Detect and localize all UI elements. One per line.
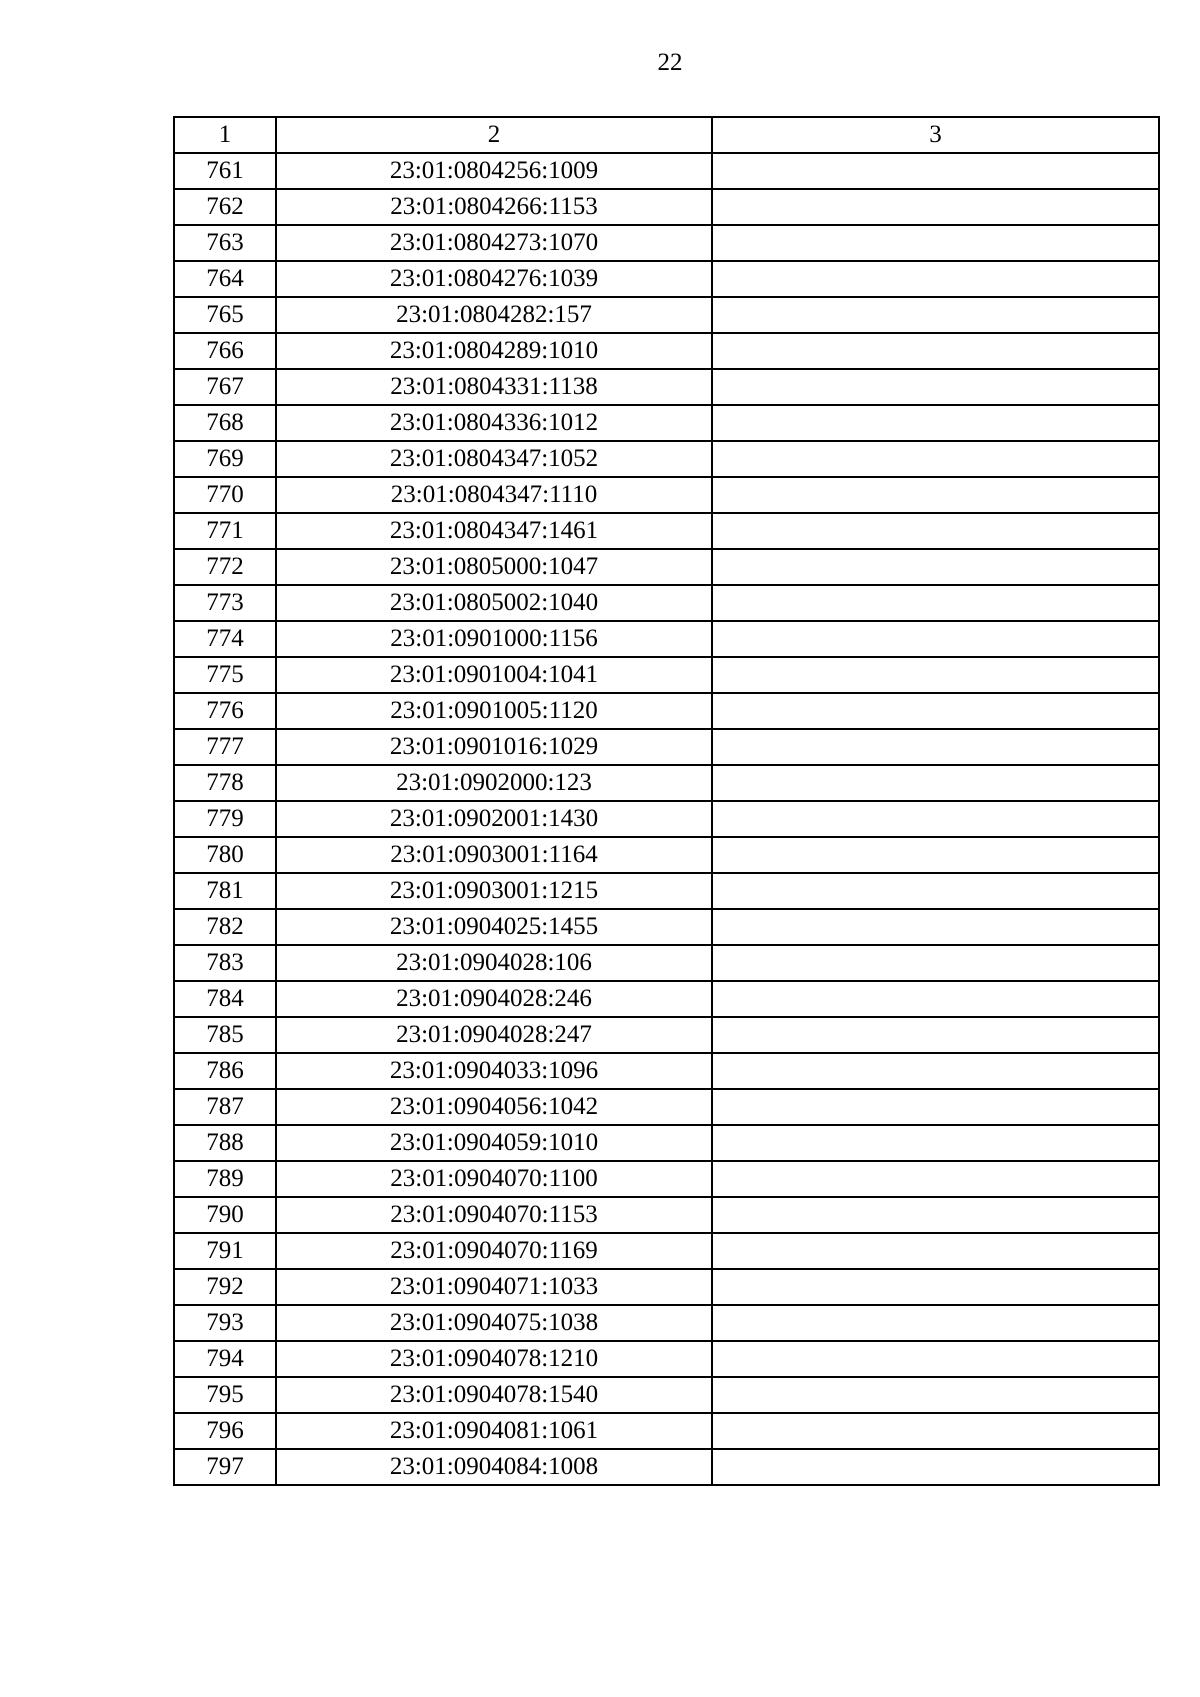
- table-row: [174, 1413, 1159, 1449]
- notes-cell: [712, 189, 1159, 225]
- row-number-cell: 775: [174, 657, 276, 693]
- row-number-cell: 789: [174, 1161, 276, 1197]
- notes-cell: [712, 1269, 1159, 1305]
- cadastral-number-cell: 23:01:0804347:1461: [276, 513, 712, 549]
- notes-cell: [712, 945, 1159, 981]
- table-row: [174, 1305, 1159, 1341]
- cadastral-number-cell: 23:01:0904059:1010: [276, 1125, 712, 1161]
- table-row: [174, 765, 1159, 801]
- notes-cell: [712, 333, 1159, 369]
- table-row: [174, 189, 1159, 225]
- cadastral-number-cell: 23:01:0904078:1210: [276, 1341, 712, 1377]
- table-row: [174, 1053, 1159, 1089]
- page-number: 22: [657, 49, 683, 76]
- notes-cell: [712, 657, 1159, 693]
- row-number-cell: 770: [174, 477, 276, 513]
- cadastral-number-cell: 23:01:0904028:246: [276, 981, 712, 1017]
- row-number-cell: 778: [174, 765, 276, 801]
- notes-cell: [712, 1377, 1159, 1413]
- cadastral-number-cell: 23:01:0805002:1040: [276, 585, 712, 621]
- row-number-cell: 797: [174, 1449, 276, 1485]
- notes-cell: [712, 1305, 1159, 1341]
- row-number-cell: 783: [174, 945, 276, 981]
- notes-cell: [712, 729, 1159, 765]
- cadastral-number-cell: 23:01:0902000:123: [276, 765, 712, 801]
- table-row: [174, 405, 1159, 441]
- cadastral-number-cell: 23:01:0904081:1061: [276, 1413, 712, 1449]
- cadastral-number-cell: 23:01:0804289:1010: [276, 333, 712, 369]
- notes-cell: [712, 693, 1159, 729]
- row-number-cell: 766: [174, 333, 276, 369]
- row-number-cell: 780: [174, 837, 276, 873]
- cadastral-number-cell: 23:01:0902001:1430: [276, 801, 712, 837]
- table-row: [174, 1017, 1159, 1053]
- row-number-cell: 764: [174, 261, 276, 297]
- notes-cell: [712, 1449, 1159, 1485]
- notes-cell: [712, 837, 1159, 873]
- cadastral-number-cell: 23:01:0804331:1138: [276, 369, 712, 405]
- cadastral-number-cell: 23:01:0904056:1042: [276, 1089, 712, 1125]
- notes-cell: [712, 1233, 1159, 1269]
- table-row: [174, 1125, 1159, 1161]
- row-number-cell: 782: [174, 909, 276, 945]
- cadastral-number-cell: 23:01:0904033:1096: [276, 1053, 712, 1089]
- cadastral-number-cell: 23:01:0904025:1455: [276, 909, 712, 945]
- notes-cell: [712, 765, 1159, 801]
- table-header-row: [174, 117, 1159, 153]
- cadastral-number-cell: 23:01:0901000:1156: [276, 621, 712, 657]
- cadastral-number-cell: 23:01:0904070:1169: [276, 1233, 712, 1269]
- cadastral-number-cell: 23:01:0903001:1164: [276, 837, 712, 873]
- table-row: [174, 1197, 1159, 1233]
- cadastral-number-cell: 23:01:0904075:1038: [276, 1305, 712, 1341]
- table-row: [174, 225, 1159, 261]
- cadastral-number-cell: 23:01:0804347:1110: [276, 477, 712, 513]
- row-number-cell: 761: [174, 153, 276, 189]
- table-row: [174, 1341, 1159, 1377]
- table-row: [174, 801, 1159, 837]
- table-row: [174, 729, 1159, 765]
- row-number-cell: 787: [174, 1089, 276, 1125]
- cadastral-table: [173, 116, 1160, 1486]
- table-row: [174, 1269, 1159, 1305]
- table-body: [174, 117, 1159, 1485]
- row-number-cell: 772: [174, 549, 276, 585]
- cadastral-number-cell: 23:01:0904078:1540: [276, 1377, 712, 1413]
- header-cell-col-3: 3: [712, 117, 1159, 153]
- table-row: [174, 1449, 1159, 1485]
- cadastral-number-cell: 23:01:0804273:1070: [276, 225, 712, 261]
- cadastral-number-cell: 23:01:0804256:1009: [276, 153, 712, 189]
- notes-cell: [712, 1053, 1159, 1089]
- row-number-cell: 791: [174, 1233, 276, 1269]
- table-row: [174, 297, 1159, 333]
- cadastral-number-cell: 23:01:0901016:1029: [276, 729, 712, 765]
- notes-cell: [712, 1197, 1159, 1233]
- table-row: [174, 261, 1159, 297]
- cadastral-number-cell: 23:01:0904084:1008: [276, 1449, 712, 1485]
- row-number-cell: 779: [174, 801, 276, 837]
- table-row: [174, 1233, 1159, 1269]
- row-number-cell: 795: [174, 1377, 276, 1413]
- notes-cell: [712, 441, 1159, 477]
- row-number-cell: 781: [174, 873, 276, 909]
- cadastral-number-cell: 23:01:0804266:1153: [276, 189, 712, 225]
- notes-cell: [712, 513, 1159, 549]
- notes-cell: [712, 873, 1159, 909]
- table-row: [174, 693, 1159, 729]
- notes-cell: [712, 909, 1159, 945]
- cadastral-number-cell: 23:01:0904070:1153: [276, 1197, 712, 1233]
- table-row: [174, 549, 1159, 585]
- table-row: [174, 1089, 1159, 1125]
- row-number-cell: 774: [174, 621, 276, 657]
- notes-cell: [712, 1413, 1159, 1449]
- row-number-cell: 767: [174, 369, 276, 405]
- row-number-cell: 785: [174, 1017, 276, 1053]
- notes-cell: [712, 801, 1159, 837]
- notes-cell: [712, 261, 1159, 297]
- notes-cell: [712, 153, 1159, 189]
- cadastral-number-cell: 23:01:0904028:106: [276, 945, 712, 981]
- cadastral-number-cell: 23:01:0805000:1047: [276, 549, 712, 585]
- notes-cell: [712, 981, 1159, 1017]
- notes-cell: [712, 369, 1159, 405]
- table-row: [174, 153, 1159, 189]
- notes-cell: [712, 225, 1159, 261]
- row-number-cell: 768: [174, 405, 276, 441]
- table-row: [174, 1161, 1159, 1197]
- table-row: [174, 477, 1159, 513]
- row-number-cell: 790: [174, 1197, 276, 1233]
- cadastral-number-cell: 23:01:0804282:157: [276, 297, 712, 333]
- row-number-cell: 792: [174, 1269, 276, 1305]
- table-row: [174, 981, 1159, 1017]
- notes-cell: [712, 405, 1159, 441]
- table-row: [174, 657, 1159, 693]
- table-row: [174, 513, 1159, 549]
- notes-cell: [712, 1017, 1159, 1053]
- cadastral-number-cell: 23:01:0904071:1033: [276, 1269, 712, 1305]
- row-number-cell: 777: [174, 729, 276, 765]
- cadastral-number-cell: 23:01:0804336:1012: [276, 405, 712, 441]
- notes-cell: [712, 549, 1159, 585]
- table-row: [174, 369, 1159, 405]
- table-row: [174, 837, 1159, 873]
- cadastral-number-cell: 23:01:0901005:1120: [276, 693, 712, 729]
- row-number-cell: 762: [174, 189, 276, 225]
- table-row: [174, 945, 1159, 981]
- row-number-cell: 788: [174, 1125, 276, 1161]
- table-row: [174, 585, 1159, 621]
- table-row: [174, 333, 1159, 369]
- notes-cell: [712, 585, 1159, 621]
- table-row: [174, 873, 1159, 909]
- header-cell-col-2: 2: [276, 117, 712, 153]
- cadastral-number-cell: 23:01:0901004:1041: [276, 657, 712, 693]
- row-number-cell: 786: [174, 1053, 276, 1089]
- row-number-cell: 794: [174, 1341, 276, 1377]
- notes-cell: [712, 1341, 1159, 1377]
- notes-cell: [712, 477, 1159, 513]
- notes-cell: [712, 1089, 1159, 1125]
- table-row: [174, 621, 1159, 657]
- cadastral-number-cell: 23:01:0804347:1052: [276, 441, 712, 477]
- table-row: [174, 441, 1159, 477]
- cadastral-number-cell: 23:01:0903001:1215: [276, 873, 712, 909]
- row-number-cell: 776: [174, 693, 276, 729]
- row-number-cell: 771: [174, 513, 276, 549]
- row-number-cell: 769: [174, 441, 276, 477]
- row-number-cell: 763: [174, 225, 276, 261]
- notes-cell: [712, 1161, 1159, 1197]
- cadastral-number-cell: 23:01:0904070:1100: [276, 1161, 712, 1197]
- row-number-cell: 765: [174, 297, 276, 333]
- notes-cell: [712, 1125, 1159, 1161]
- table-row: [174, 909, 1159, 945]
- row-number-cell: 773: [174, 585, 276, 621]
- row-number-cell: 793: [174, 1305, 276, 1341]
- row-number-cell: 796: [174, 1413, 276, 1449]
- header-cell-col-1: 1: [174, 117, 276, 153]
- row-number-cell: 784: [174, 981, 276, 1017]
- notes-cell: [712, 297, 1159, 333]
- table-row: [174, 1377, 1159, 1413]
- cadastral-number-cell: 23:01:0904028:247: [276, 1017, 712, 1053]
- cadastral-number-cell: 23:01:0804276:1039: [276, 261, 712, 297]
- notes-cell: [712, 621, 1159, 657]
